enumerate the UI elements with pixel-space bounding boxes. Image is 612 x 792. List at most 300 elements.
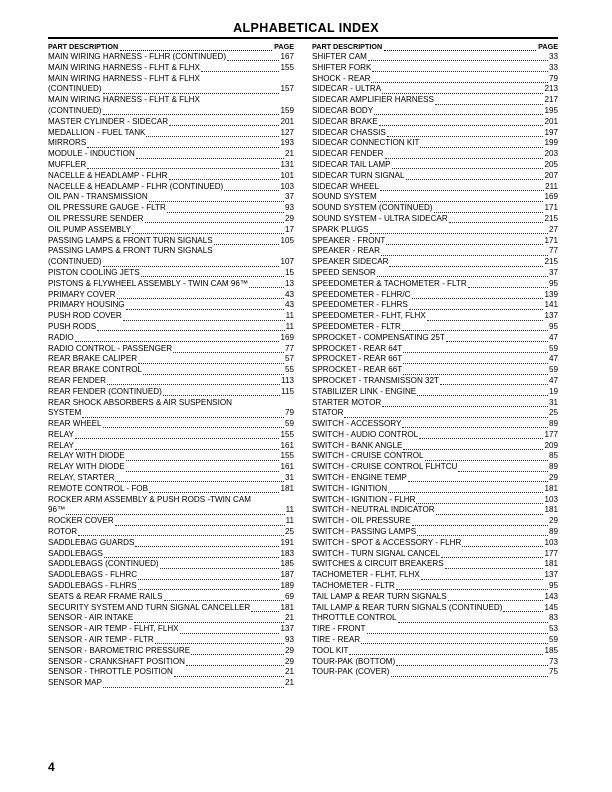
entry-description: SWITCH - ACCESSORY <box>312 419 402 429</box>
leader-dots <box>503 604 543 612</box>
entry-description: SPROCKET - REAR 66T <box>312 365 403 375</box>
index-entry <box>48 52 294 63</box>
index-entry <box>312 106 558 117</box>
leader-dots <box>143 367 284 375</box>
index-entry <box>48 473 294 484</box>
entry-description: THROTTLE CONTROL <box>312 613 397 623</box>
entry-page-number: 11 <box>285 321 294 331</box>
entry-page-number: 25 <box>284 527 294 537</box>
index-entry <box>312 603 558 614</box>
entry-page-number: 37 <box>284 192 294 202</box>
entry-page-number: 155 <box>280 451 294 461</box>
index-entry <box>312 192 558 203</box>
leader-dots <box>382 399 548 407</box>
index-entry <box>312 559 558 570</box>
entry-description: SEATS & REAR FRAME RAILS <box>48 591 163 601</box>
entry-page-number: 155 <box>280 62 294 72</box>
index-list-right <box>312 52 558 678</box>
index-entry <box>312 667 558 678</box>
leader-dots <box>249 280 284 288</box>
leader-dots <box>421 572 544 580</box>
leader-dots <box>103 259 280 267</box>
entry-description: SWITCH - PASSING LAMPS <box>312 527 417 537</box>
leader-dots <box>403 442 543 450</box>
entry-page-number: 31 <box>548 397 558 407</box>
index-entry <box>312 74 558 85</box>
entry-description: SADDLEBAGS - FLHRC <box>48 570 138 580</box>
entry-description: SPEEDOMETER - FLHT, FLHX <box>312 311 426 321</box>
leader-dots <box>436 507 544 515</box>
leader-dots <box>379 118 544 126</box>
entry-page-number: 145 <box>544 602 558 612</box>
entry-page-number: 177 <box>544 548 558 558</box>
index-entry <box>48 592 294 603</box>
leader-dots <box>387 129 544 137</box>
index-entry <box>312 646 558 657</box>
leader-dots <box>402 420 548 428</box>
leader-dots <box>408 474 548 482</box>
entry-page-number: 205 <box>544 159 558 169</box>
entry-page-number: 189 <box>280 581 294 591</box>
index-entry <box>312 613 558 624</box>
entry-page-number: 115 <box>281 386 294 396</box>
index-entry <box>312 549 558 560</box>
entry-description: SPEEDOMETER & TACHOMETER - FLTR <box>312 278 467 288</box>
entry-page-number: 103 <box>280 181 294 191</box>
entry-page-number: 69 <box>284 591 294 601</box>
entry-description: SWITCH - OIL PRESSURE <box>312 516 411 526</box>
entry-description: SIDECAR CONNECTION KIT <box>312 138 420 148</box>
index-entry <box>312 441 558 452</box>
index-entry <box>312 203 558 214</box>
index-entry <box>312 657 558 668</box>
index-entry <box>48 398 294 420</box>
leader-dots <box>372 64 548 72</box>
entry-description: TACHOMETER - FLTR <box>312 581 395 591</box>
index-list-left <box>48 52 294 689</box>
index-entry <box>48 279 294 290</box>
entry-page-number: 185 <box>280 559 294 569</box>
entry-description: 96™ <box>48 505 66 515</box>
index-title: ALPHABETICAL INDEX <box>233 21 379 35</box>
entry-page-number: 217 <box>544 95 558 105</box>
leader-dots <box>441 550 543 558</box>
column-header <box>48 42 294 52</box>
index-entry <box>312 95 558 106</box>
entry-description: NACELLE & HEADLAMP - FLHR (CONTINUED) <box>48 181 224 191</box>
entry-page-number: 193 <box>280 138 294 148</box>
entry-page-number: 187 <box>280 570 294 580</box>
entry-page-number: 137 <box>280 624 294 634</box>
entry-description: SENSOR MAP <box>48 678 102 688</box>
entry-page-number: 25 <box>548 408 558 418</box>
index-entry <box>312 635 558 646</box>
leader-dots <box>163 388 280 396</box>
entry-page-number: 93 <box>284 635 294 645</box>
entry-page-number: 75 <box>548 667 558 677</box>
entry-description: SYSTEM <box>48 408 82 418</box>
entry-description: MAIN WIRING HARNESS - FLHR (CONTINUED) <box>48 52 227 61</box>
entry-description: STABILIZER LINK - ENGINE <box>312 386 417 396</box>
index-entry <box>48 128 294 139</box>
leader-dots <box>132 226 284 234</box>
entry-description: SPROCKET - COMPENSATING 25T <box>312 332 445 342</box>
leader-dots <box>146 129 279 137</box>
entry-description: TAIL LAMP & REAR TURN SIGNALS <box>312 591 447 601</box>
entry-description: SPARK PLUGS <box>312 224 369 234</box>
entry-description: SWITCH - ENGINE TEMP <box>312 473 407 483</box>
index-entry <box>48 138 294 149</box>
entry-description: SHOCK - REAR <box>312 73 371 83</box>
index-entry <box>312 290 558 301</box>
entry-page-number: 79 <box>284 408 294 418</box>
entry-description: RELAY <box>48 440 74 450</box>
index-entry <box>48 581 294 592</box>
leader-dots <box>78 528 284 536</box>
entry-page-number: 89 <box>548 462 558 472</box>
index-entry <box>48 462 294 473</box>
entry-page-number: 93 <box>284 203 294 213</box>
index-entry <box>312 527 558 538</box>
entry-page-number: 137 <box>544 311 558 321</box>
index-entry <box>48 635 294 646</box>
leader-dots <box>103 86 280 94</box>
entry-page-number: 171 <box>544 235 558 245</box>
entry-description: TOOL KIT <box>312 645 349 655</box>
index-entry <box>48 246 294 268</box>
entry-page-number: 103 <box>544 494 558 504</box>
entry-description: SENSOR - AIR INTAKE <box>48 613 134 623</box>
leader-dots <box>174 669 284 677</box>
entry-page-number: 19 <box>548 386 558 396</box>
entry-description: SENSOR - AIR TEMP - FLTR <box>48 635 154 645</box>
leader-dots <box>417 388 548 396</box>
index-entry <box>48 387 294 398</box>
index-entry <box>312 160 558 171</box>
index-entry <box>48 376 294 387</box>
entry-description: SADDLEBAGS - FLHRS <box>48 581 137 591</box>
entry-page-number: 33 <box>548 52 558 61</box>
leader-dots <box>167 205 284 213</box>
entry-page-number: 73 <box>548 656 558 666</box>
entry-description: TOUR-PAK (COVER) <box>312 667 390 677</box>
entry-page-number: 79 <box>548 73 558 83</box>
leader-dots <box>224 183 279 191</box>
entry-description: MEDALLION - FUEL TANK <box>48 127 146 137</box>
leader-dots <box>75 431 280 439</box>
leader-dots <box>377 269 548 277</box>
entry-description: MASTER CYLINDER - SIDECAR <box>48 116 169 126</box>
leader-dots <box>164 593 284 601</box>
entry-description: OIL PRESSURE SENDER <box>48 213 144 223</box>
entry-description: SIDECAR BODY <box>312 105 374 115</box>
entry-page-number: 203 <box>544 149 558 159</box>
index-entry <box>48 236 294 247</box>
leader-dots <box>388 485 543 493</box>
entry-description: SIDECAR FENDER <box>312 149 384 159</box>
entry-page-number: 57 <box>284 354 294 364</box>
leader-dots <box>126 464 280 472</box>
entry-description: MIRRORS <box>48 138 87 148</box>
entry-page-number: 21 <box>284 667 294 677</box>
leader-dots <box>169 172 280 180</box>
entry-page-number: 127 <box>280 127 294 137</box>
index-entry <box>312 311 558 322</box>
entry-page-number: 107 <box>280 257 294 267</box>
entry-page-number: 95 <box>548 278 558 288</box>
leader-dots <box>103 680 284 688</box>
index-entry <box>48 613 294 624</box>
index-entry <box>48 495 294 517</box>
index-entry <box>48 451 294 462</box>
entry-description: SWITCH - IGNITION <box>312 483 388 493</box>
index-entry <box>48 624 294 635</box>
index-entry <box>312 592 558 603</box>
entry-description: SOUND SYSTEM - ULTRA SIDECAR <box>312 213 448 223</box>
entry-description: SIDECAR BRAKE <box>312 116 378 126</box>
index-entry <box>312 117 558 128</box>
leader-dots <box>425 453 548 461</box>
entry-page-number: 53 <box>548 624 558 634</box>
entry-description: MUFFLER <box>48 159 87 169</box>
leader-dots <box>251 604 279 612</box>
entry-page-number: 21 <box>284 678 294 688</box>
index-entry <box>312 128 558 139</box>
index-entry <box>48 300 294 311</box>
index-entry <box>48 354 294 365</box>
index-entry <box>48 538 294 549</box>
index-entry <box>312 52 558 63</box>
index-entry <box>312 538 558 549</box>
index-entry <box>312 214 558 225</box>
entry-description: OIL PRESSURE GAUGE - FLTR <box>48 203 166 213</box>
index-entry <box>48 559 294 570</box>
leader-dots <box>123 313 285 321</box>
index-column-right <box>312 42 558 678</box>
entry-page-number: 33 <box>548 62 558 72</box>
leader-dots <box>458 464 548 472</box>
leader-dots <box>412 291 544 299</box>
leader-dots <box>155 636 284 644</box>
leader-dots <box>87 161 279 169</box>
index-entry <box>312 63 558 74</box>
page-header: PAGE <box>538 42 558 51</box>
entry-page-number: 169 <box>544 192 558 202</box>
entry-page-number: 181 <box>280 483 294 493</box>
entry-description: SENSOR - AIR TEMP - FLHT, FLHX <box>48 624 179 634</box>
index-entry <box>312 279 558 290</box>
entry-page-number: 201 <box>544 116 558 126</box>
index-entry <box>48 311 294 322</box>
entry-page-number: 161 <box>280 462 294 472</box>
entry-description: SWITCH - CRUISE CONTROL FLHTCU <box>312 462 458 472</box>
index-entry <box>48 333 294 344</box>
leader-dots <box>449 215 544 223</box>
leader-dots <box>403 356 548 364</box>
entry-description: SIDECAR WHEEL <box>312 181 380 191</box>
leader-dots <box>434 205 544 213</box>
entry-description: SADDLEBAGS (CONTINUED) <box>48 559 159 569</box>
index-entry <box>312 430 558 441</box>
leader-dots <box>420 140 543 148</box>
entry-page-number: 59 <box>548 343 558 353</box>
index-entry <box>48 570 294 581</box>
entry-description: PISTON COOLING JETS <box>48 267 140 277</box>
index-entry <box>312 408 558 419</box>
index-entry <box>312 516 558 527</box>
entry-page-number: 141 <box>544 300 558 310</box>
leader-dots <box>446 334 548 342</box>
entry-description: SPEAKER - FRONT <box>312 235 386 245</box>
entry-description: RADIO CONTROL - PASSENGER <box>48 343 173 353</box>
leader-dots <box>191 647 284 655</box>
leader-dots <box>149 485 280 493</box>
entry-description: RELAY, STARTER <box>48 473 115 483</box>
entry-page-number: 11 <box>285 311 294 321</box>
entry-page-number: 27 <box>548 224 558 234</box>
entry-page-number: 183 <box>280 548 294 558</box>
index-entry <box>312 268 558 279</box>
leader-dots <box>370 226 548 234</box>
index-entry <box>312 257 558 268</box>
leader-dots <box>97 323 284 331</box>
entry-page-number: 181 <box>544 559 558 569</box>
entry-description: SPEAKER SIDECAR <box>312 257 389 267</box>
entry-page-number: 199 <box>544 138 558 148</box>
entry-description: SPEEDOMETER - FLHRS <box>312 300 408 310</box>
entry-description: SWITCH - SPOT & ACCESSORY - FLHR <box>312 537 462 547</box>
index-entry <box>312 344 558 355</box>
index-entry <box>48 268 294 279</box>
leader-dots <box>104 550 280 558</box>
entry-description: PASSING LAMPS & FRONT TURN SIGNALS <box>48 246 213 256</box>
entry-page-number: 21 <box>284 613 294 623</box>
index-entry <box>312 484 558 495</box>
entry-page-number: 59 <box>284 419 294 429</box>
entry-page-number: 191 <box>280 537 294 547</box>
entry-description: STARTER MOTOR <box>312 397 382 407</box>
entry-description: RADIO <box>48 332 74 342</box>
leader-dots <box>82 410 284 418</box>
leader-dots <box>419 431 543 439</box>
index-entry <box>48 657 294 668</box>
leader-dots <box>115 474 284 482</box>
leader-dots <box>367 626 548 634</box>
index-entry <box>48 95 294 117</box>
entry-description: SECURITY SYSTEM AND TURN SIGNAL CANCELLER <box>48 602 251 612</box>
index-entry <box>312 473 558 484</box>
leader-dots <box>107 377 280 385</box>
entry-page-number: 113 <box>281 375 294 385</box>
index-entry <box>312 495 558 506</box>
entry-page-number: 43 <box>284 300 294 310</box>
entry-description: STATOR <box>312 408 344 418</box>
entry-page-number: 59 <box>548 635 558 645</box>
index-entry <box>312 182 558 193</box>
index-entry <box>48 117 294 128</box>
part-description-header: PART DESCRIPTION <box>48 42 119 51</box>
index-entry <box>312 376 558 387</box>
leader-dots <box>462 539 543 547</box>
leader-dots <box>117 291 284 299</box>
index-entry <box>48 322 294 333</box>
entry-page-number: 47 <box>548 354 558 364</box>
entry-description: SPEEDOMETER - FLTR <box>312 321 401 331</box>
entry-page-number: 103 <box>544 537 558 547</box>
entry-description: ROCKER ARM ASSEMBLY & PUSH RODS -TWIN CAM <box>48 494 251 504</box>
index-entry <box>48 63 294 74</box>
leader-dots <box>66 507 284 515</box>
leader-dots <box>435 97 544 105</box>
index-entry <box>48 430 294 441</box>
entry-page-number: 213 <box>544 84 558 94</box>
entry-page-number: 137 <box>544 570 558 580</box>
leader-dots <box>398 615 548 623</box>
index-entry <box>48 214 294 225</box>
entry-page-number: 77 <box>284 343 294 353</box>
entry-description: SADDLEBAG GUARDS <box>48 537 135 547</box>
entry-page-number: 201 <box>280 116 294 126</box>
leader-dots <box>391 669 548 677</box>
leader-dots <box>138 572 279 580</box>
index-entry <box>48 678 294 689</box>
entry-page-number: 169 <box>280 332 294 342</box>
entry-description: SIDECAR AMPLIFIER HARNESS <box>312 95 434 105</box>
index-entry <box>48 441 294 452</box>
leader-dots <box>382 86 543 94</box>
entry-description: MAIN WIRING HARNESS - FLHT & FLHX <box>48 95 200 105</box>
entry-description: SIDECAR CHASSIS <box>312 127 386 137</box>
entry-page-number: 13 <box>284 278 294 288</box>
leader-dots <box>427 313 544 321</box>
entry-page-number: 43 <box>284 289 294 299</box>
index-entry <box>312 84 558 95</box>
index-entry <box>48 290 294 301</box>
leader-dots <box>138 356 284 364</box>
leader-dots <box>368 53 548 61</box>
leader-dots <box>75 334 280 342</box>
entry-page-number: 83 <box>548 613 558 623</box>
index-entry <box>48 344 294 355</box>
leader-dots <box>403 367 548 375</box>
index-entry <box>48 225 294 236</box>
entry-page-number: 15 <box>284 267 294 277</box>
entry-description: SHIFTER FORK <box>312 62 372 72</box>
index-entry <box>48 516 294 527</box>
entry-page-number: 167 <box>280 52 294 61</box>
entry-page-number: 89 <box>548 527 558 537</box>
entry-page-number: 105 <box>280 235 294 245</box>
entry-page-number: 85 <box>548 451 558 461</box>
leader-dots <box>403 345 548 353</box>
leader-dots <box>136 151 284 159</box>
index-entry <box>48 74 294 96</box>
entry-page-number: 31 <box>284 473 294 483</box>
leader-dots <box>180 626 280 634</box>
entry-description: SPROCKET - REAR 66T <box>312 354 403 364</box>
leader-dots <box>115 518 285 526</box>
leader-dots <box>160 561 280 569</box>
entry-page-number: 47 <box>548 332 558 342</box>
entry-description: TIRE - REAR <box>312 635 361 645</box>
leader-dots <box>169 118 279 126</box>
index-entry <box>312 398 558 409</box>
index-entry <box>48 667 294 678</box>
entry-page-number: 89 <box>548 419 558 429</box>
leader-dots <box>134 615 284 623</box>
entry-description: MAIN WIRING HARNESS - FLHT & FLHX <box>48 73 200 83</box>
leader-dots <box>214 237 280 245</box>
